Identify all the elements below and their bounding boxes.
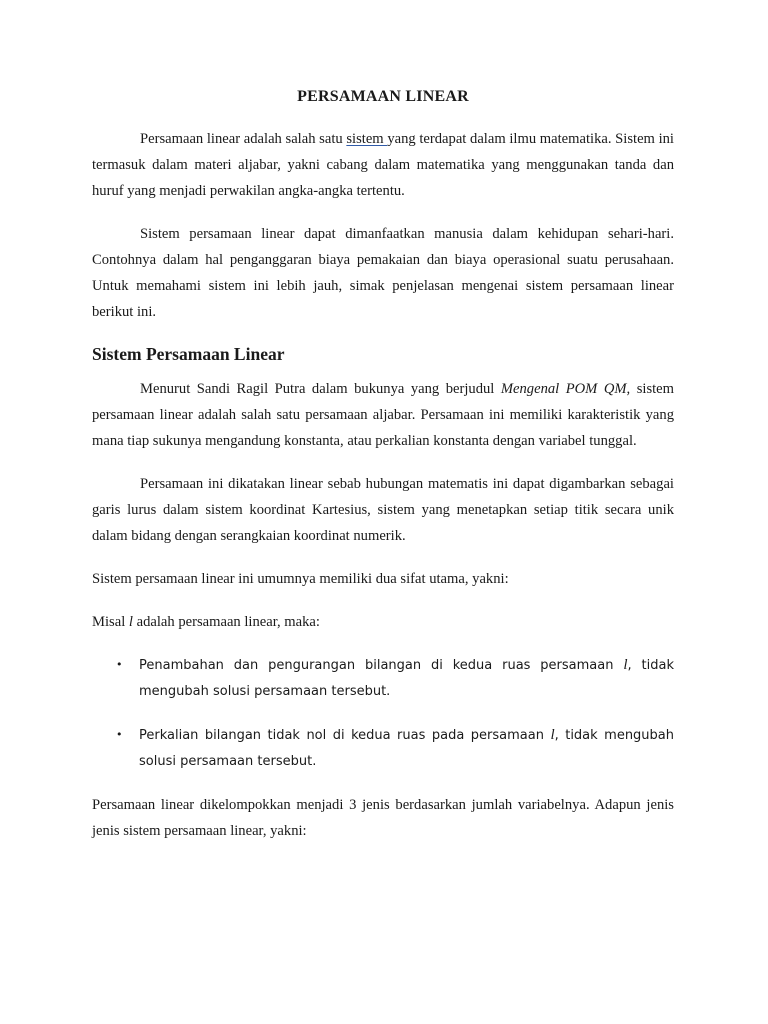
- list-item-text-start: Penambahan dan pengurangan bilangan di kedua ruas persamaan: [139, 658, 624, 673]
- intro-paragraph-2: Sistem persamaan linear dapat dimanfaatkan manusia dalam kehidupan sehari-hari. Contohnya dalam hal penganggaran biaya pemakaian dan biaya operasional suatu perusahaan. Untuk memahami sistem ini lebih jauh, simak penjelasan mengenai sistem persamaan linear berikut ini.: [92, 226, 674, 320]
- list-item-text-start: Perkalian bilangan tidak nol di kedua ruas pada persamaan: [139, 728, 551, 743]
- section-p4-text-end: adalah persamaan linear, maka:: [132, 614, 320, 630]
- properties-list: [92, 652, 674, 775]
- section-paragraph-4: [92, 609, 674, 635]
- variable-l: l: [128, 614, 133, 630]
- list-item-text-end: , tidak mengubah solusi persamaan tersebut.: [139, 658, 674, 699]
- section-paragraph-2: Persamaan ini dikatakan linear sebab hubungan matematis ini dapat digambarkan sebagai garis lurus dalam sistem koordinat Kartesius, sistem yang menetapkan setiap titik secara unik dalam bidang dengan serangkaian koordinat numerik.: [92, 476, 674, 544]
- section-p1-text-start: Menurut Sandi Ragil Putra dalam bukunya yang berjudul: [140, 381, 501, 397]
- section-p1-text-end: sistem persamaan linear adalah salah satu persamaan aljabar. Persamaan ini memiliki karakteristik yang mana tiap sukunya mengandung konstanta, atau perkalian konstanta dengan variabel tunggal.: [92, 381, 675, 449]
- closing-paragraph: Persamaan linear dikelompokkan menjadi 3 jenis berdasarkan jumlah variabelnya. Adapun jenis jenis sistem persamaan linear, yakni:: [92, 797, 674, 839]
- bullet-icon: •: [116, 728, 123, 741]
- list-item: [92, 652, 674, 705]
- intro-1-text-end: yang terdapat dalam ilmu matematika. Sistem ini termasuk dalam materi aljabar, yakni cabang dalam matematika yang menggunakan tanda dan huruf yang menjadi perwakilan angka-angka tertentu.: [92, 131, 674, 199]
- section-heading: Sistem Persamaan Linear: [92, 344, 285, 364]
- section-p4-text-start: Misal: [92, 614, 129, 630]
- section-paragraph-1: [92, 376, 674, 454]
- intro-paragraph-1: [92, 126, 674, 204]
- sistem-link[interactable]: sistem: [346, 131, 388, 147]
- intro-1-text-start: Persamaan linear adalah salah satu: [140, 131, 347, 147]
- section-paragraph-3: Sistem persamaan linear ini umumnya memiliki dua sifat utama, yakni:: [92, 571, 509, 587]
- bullet-icon: •: [116, 658, 123, 671]
- list-item-text-end: , tidak mengubah solusi persamaan tersebut.: [139, 728, 675, 769]
- book-title: Mengenal POM QM,: [500, 381, 631, 397]
- document-title: PERSAMAAN LINEAR: [297, 88, 469, 105]
- variable-l: l: [623, 657, 628, 673]
- variable-l: l: [550, 727, 555, 743]
- list-item: [92, 722, 674, 775]
- document-content: [92, 86, 674, 861]
